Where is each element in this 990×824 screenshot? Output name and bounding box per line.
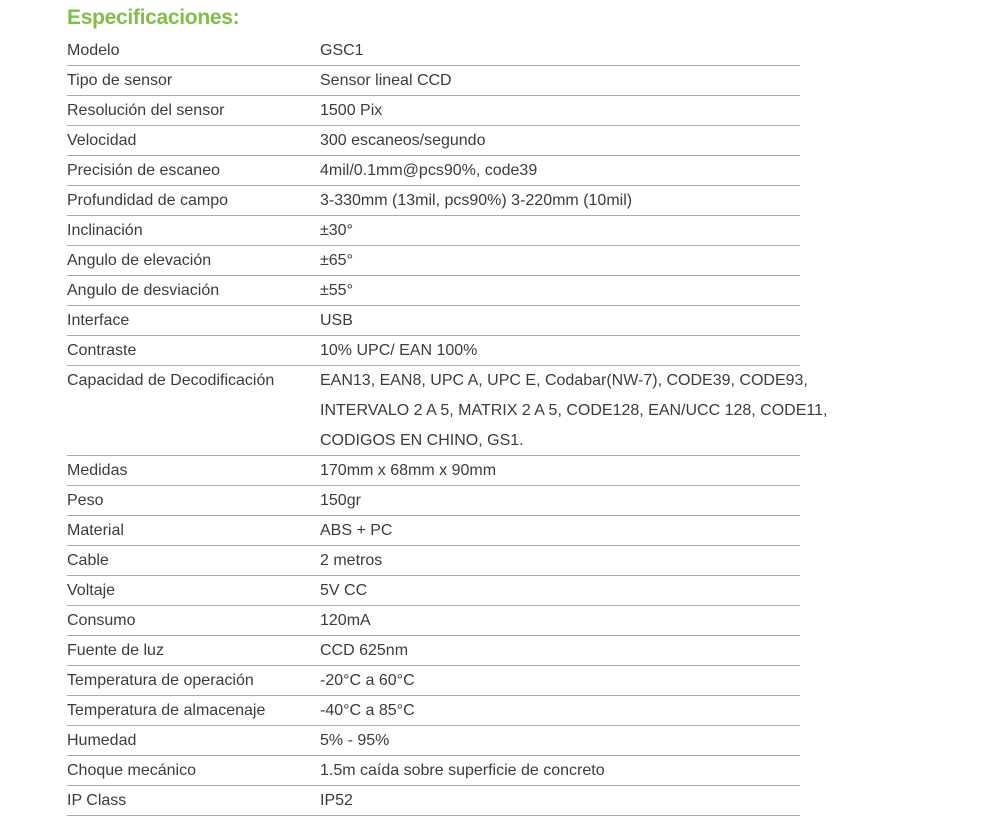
- spec-value-line: USB: [320, 312, 353, 329]
- spec-value-line: 2 metros: [320, 552, 383, 569]
- spec-row: [67, 156, 800, 186]
- spec-row: [67, 576, 800, 606]
- spec-label: Cable: [67, 552, 109, 569]
- spec-label: Velocidad: [67, 132, 137, 149]
- spec-label: Voltaje: [67, 582, 116, 599]
- spec-value: [320, 790, 820, 820]
- spec-label: Humedad: [67, 732, 137, 749]
- spec-label: Contraste: [67, 342, 137, 359]
- page-title: Especificaciones:: [67, 6, 240, 29]
- spec-value-line: IP52: [320, 792, 353, 809]
- spec-value-line: 120mA: [320, 612, 371, 629]
- spec-value-line: GSC1: [320, 42, 364, 59]
- spec-value-line: ±55°: [320, 282, 353, 299]
- spec-row: [67, 336, 800, 366]
- spec-value-line: CCD 625nm: [320, 642, 409, 659]
- spec-row: [67, 456, 800, 486]
- spec-label: Resolución del sensor: [67, 102, 225, 119]
- spec-row: [67, 216, 800, 246]
- spec-value: [320, 370, 828, 460]
- spec-row: [67, 36, 800, 66]
- spec-label: Interface: [67, 312, 130, 329]
- spec-row: [67, 666, 800, 696]
- spec-value-line: -20°C a 60°C: [320, 672, 415, 689]
- spec-label: Angulo de desviación: [67, 282, 220, 299]
- spec-label: Peso: [67, 492, 104, 509]
- spec-row: [67, 486, 800, 516]
- spec-row: [67, 306, 800, 336]
- spec-row: [67, 726, 800, 756]
- spec-row: [67, 366, 828, 456]
- spec-label: Modelo: [67, 42, 120, 59]
- spec-row: [67, 636, 800, 666]
- spec-label: Temperatura de operación: [67, 672, 254, 689]
- spec-value-line: 3-330mm (13mil, pcs90%) 3-220mm (10mil): [320, 192, 633, 209]
- spec-row: [67, 126, 800, 156]
- spec-row: [67, 696, 800, 726]
- spec-row: [67, 276, 800, 306]
- spec-label: Temperatura de almacenaje: [67, 702, 266, 719]
- spec-value-line: ABS + PC: [320, 522, 393, 539]
- spec-label: Fuente de luz: [67, 642, 164, 659]
- spec-label: Medidas: [67, 462, 128, 479]
- spec-table: [67, 36, 828, 816]
- spec-row: [67, 786, 800, 816]
- spec-row: [67, 66, 800, 96]
- spec-row: [67, 546, 800, 576]
- spec-value-line: Sensor lineal CCD: [320, 72, 452, 89]
- spec-row: [67, 606, 800, 636]
- spec-label: IP Class: [67, 792, 127, 809]
- spec-value-line: 5% - 95%: [320, 732, 390, 749]
- spec-label: Choque mecánico: [67, 762, 196, 779]
- spec-row: [67, 186, 800, 216]
- spec-label: Inclinación: [67, 222, 143, 239]
- spec-row: [67, 516, 800, 546]
- spec-label: Profundidad de campo: [67, 192, 228, 209]
- spec-row: [67, 96, 800, 126]
- spec-value-line: INTERVALO 2 A 5, MATRIX 2 A 5, CODE128, EAN/UCC 128, CODE11,: [320, 402, 828, 419]
- spec-label: Tipo de sensor: [67, 72, 173, 89]
- spec-label: Material: [67, 522, 124, 539]
- spec-value-line: 300 escaneos/segundo: [320, 132, 486, 149]
- spec-value-line: 10% UPC/ EAN 100%: [320, 342, 478, 359]
- spec-value-line: 170mm x 68mm x 90mm: [320, 462, 497, 479]
- spec-label: Precisión de escaneo: [67, 162, 220, 179]
- spec-label: Angulo de elevación: [67, 252, 212, 269]
- spec-value-line: 4mil/0.1mm@pcs90%, code39: [320, 162, 538, 179]
- spec-value-line: -40°C a 85°C: [320, 702, 415, 719]
- spec-row: [67, 756, 800, 786]
- spec-value-line: 5V CC: [320, 582, 368, 599]
- spec-value-line: CODIGOS EN CHINO, GS1.: [320, 432, 524, 449]
- spec-label: Capacidad de Decodificación: [67, 372, 275, 389]
- spec-value-line: ±65°: [320, 252, 353, 269]
- spec-value-line: ±30°: [320, 222, 353, 239]
- spec-value-line: 1.5m caída sobre superficie de concreto: [320, 762, 605, 779]
- spec-row: [67, 246, 800, 276]
- spec-label: Consumo: [67, 612, 136, 629]
- spec-value-line: 1500 Pix: [320, 102, 383, 119]
- spec-value-line: 150gr: [320, 492, 361, 509]
- spec-value-line: EAN13, EAN8, UPC A, UPC E, Codabar(NW-7), CODE39, CODE93,: [320, 372, 808, 389]
